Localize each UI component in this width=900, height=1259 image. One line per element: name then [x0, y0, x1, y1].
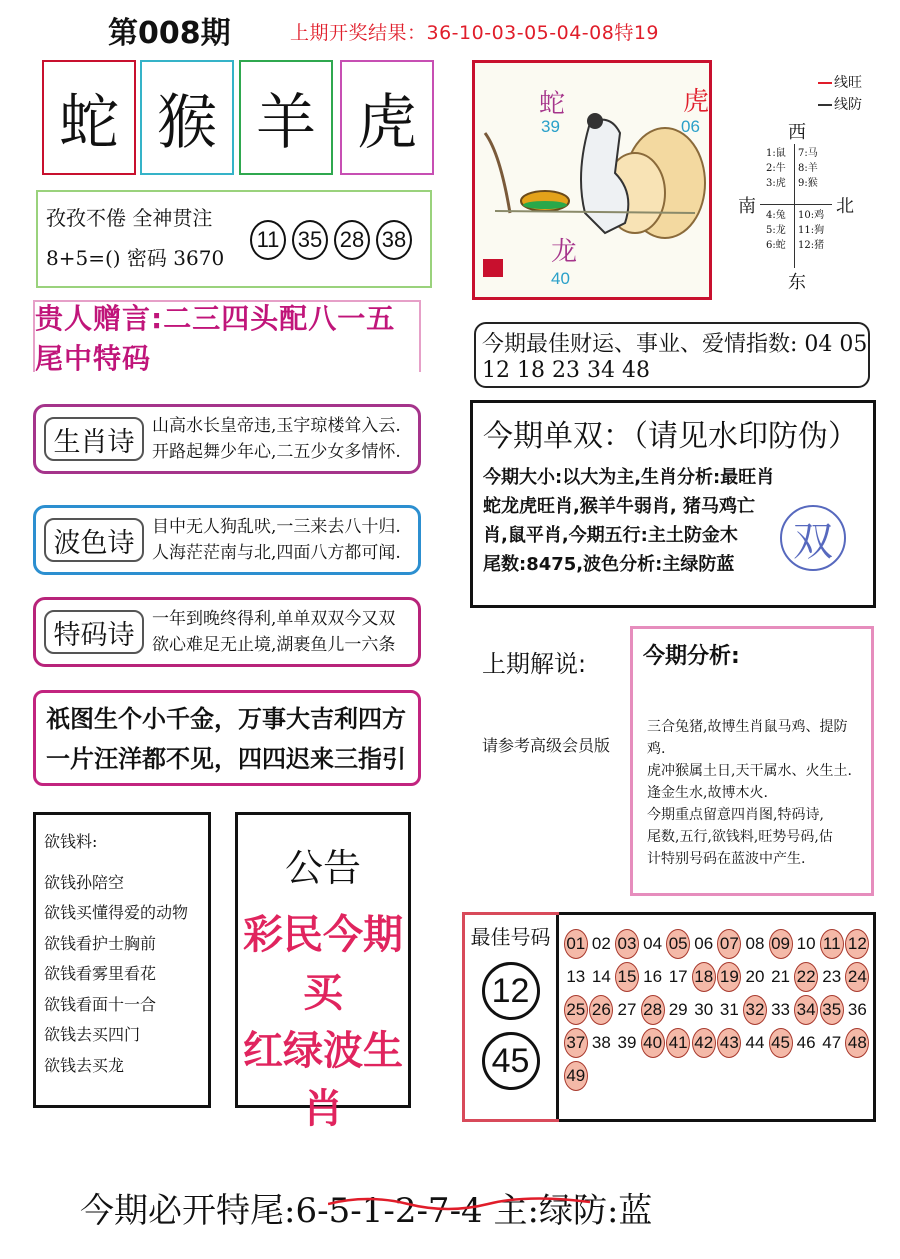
compass-north: 北 — [836, 196, 854, 217]
tiger-label: 虎 — [683, 87, 710, 117]
legend-black-line — [818, 104, 832, 106]
tagline-box — [36, 190, 432, 288]
analysis-text: 三合兔猪,故博生肖鼠马鸡、提防鸡. — [647, 719, 848, 757]
fortune-index: 今期最佳财运、事业、爱情指数: 04 05 12 18 23 34 48 — [474, 322, 870, 388]
notice-line: 红绿波生肖 — [243, 1027, 403, 1132]
number-value: 18 — [692, 962, 716, 992]
notice-title: 公告 — [284, 846, 361, 890]
line-legend — [818, 72, 862, 116]
analysis-box — [630, 626, 874, 896]
notice-line: 彩民今期买 — [243, 911, 403, 1016]
number-cell — [819, 1026, 845, 1059]
zodiac-illustration — [472, 60, 712, 300]
compass-cell: 5:龙 — [766, 225, 786, 236]
poem-line: 欲心难足无止境,湖裹鱼儿一六条 — [152, 635, 396, 655]
best-numbers-box — [462, 912, 876, 1122]
single-double-title: 今期单双：（请见水印防伪） — [483, 419, 858, 454]
number-value: 15 — [615, 962, 639, 992]
tagline-line2: 8+5=() 密码 3670 — [46, 246, 225, 270]
number-value: 41 — [666, 1028, 690, 1058]
number-cell — [845, 960, 871, 993]
poem-line: 开路起舞少年心,二五少女多情怀. — [152, 442, 401, 462]
zodiac-box-2: 猴 — [140, 60, 234, 175]
money-item: 欲钱去买龙 — [44, 1055, 125, 1075]
compass-cell: 7:马 — [798, 148, 818, 159]
number-cell — [589, 960, 615, 993]
last-explain-title: 上期解说: — [482, 650, 587, 678]
number-value: 07 — [717, 929, 741, 959]
riddle-box — [33, 690, 421, 786]
number-value: 27 — [617, 999, 637, 1019]
number-cell — [819, 960, 845, 993]
poem-line: 目中无人狗乱吠,一三来去八十归. — [152, 517, 401, 537]
number-value: 12 — [845, 929, 869, 959]
number-value: 49 — [564, 1061, 588, 1091]
analysis-title: 今期分析: — [643, 644, 740, 669]
poem-label: 特码诗 — [44, 610, 144, 654]
number-cell — [640, 927, 666, 960]
number-value: 46 — [796, 1032, 816, 1052]
number-value: 11 — [820, 929, 844, 959]
compass-cell: 11:狗 — [798, 225, 825, 236]
number-cell — [742, 993, 768, 1026]
analysis-text: 今期重点留意四肖图,特码诗, — [647, 807, 824, 823]
number-cell — [768, 993, 794, 1026]
single-double-box — [470, 400, 876, 608]
number-cell — [640, 1026, 666, 1059]
number-cell — [640, 993, 666, 1026]
compass-cell: 3:虎 — [766, 178, 786, 189]
number-value: 37 — [564, 1028, 588, 1058]
snake-number: 39 — [541, 117, 560, 136]
analysis-line: 肖,鼠平肖,今期五行:主土防金木 — [483, 525, 738, 546]
number-value: 16 — [643, 966, 663, 986]
legend-red-line — [818, 82, 832, 84]
number-cell — [563, 927, 589, 960]
number-value: 05 — [666, 929, 690, 959]
best-title: 最佳号码 — [470, 925, 551, 949]
number-cell — [563, 993, 589, 1026]
best-numbers-left — [465, 915, 559, 1119]
footer-tail: 今期必开特尾:6-5-1-2-7-4 主:绿防:蓝 — [80, 1191, 653, 1231]
number-value: 14 — [591, 966, 611, 986]
number-cell — [614, 1026, 640, 1059]
number-cell — [665, 960, 691, 993]
number-cell — [691, 927, 717, 960]
number-value: 04 — [643, 933, 663, 953]
zodiac-box-4: 虎 — [340, 60, 434, 175]
number-value: 17 — [668, 966, 688, 986]
compass-cell: 8:羊 — [798, 163, 818, 174]
tag-number-1: 11 — [250, 220, 286, 260]
number-cell — [742, 1026, 768, 1059]
number-cell — [691, 993, 717, 1026]
tag-number-2: 35 — [292, 220, 328, 260]
poem-line: 人海茫茫南与北,四面八方都可闻. — [152, 543, 401, 563]
number-cell — [742, 927, 768, 960]
money-box — [33, 812, 211, 1108]
compass-cell: 2:牛 — [766, 163, 786, 174]
money-item: 欲钱孙陪空 — [44, 872, 125, 892]
number-value: 02 — [591, 933, 611, 953]
compass-cell: 1:鼠 — [766, 148, 786, 159]
number-value: 36 — [847, 999, 867, 1019]
number-value: 28 — [641, 995, 665, 1025]
legend-strong: 线旺 — [834, 75, 862, 91]
money-item: 欲钱看雾里看花 — [44, 964, 157, 983]
number-cell — [793, 927, 819, 960]
notice-box — [235, 812, 411, 1132]
number-value: 23 — [822, 966, 842, 986]
number-cell — [768, 960, 794, 993]
tag-number-3: 28 — [334, 220, 370, 260]
money-item: 欲钱看面十一合 — [44, 994, 157, 1014]
number-cell — [640, 960, 666, 993]
poem-bose — [33, 505, 421, 575]
analysis-text: 计特别号码在蓝波中产生. — [647, 851, 806, 867]
compass-south: 南 — [738, 196, 756, 217]
compass-vertical-line — [794, 144, 795, 268]
number-cell — [614, 960, 640, 993]
zodiac-box-3: 羊 — [239, 60, 333, 175]
number-cell — [691, 1026, 717, 1059]
number-value: 08 — [745, 933, 765, 953]
number-cell — [845, 993, 871, 1026]
number-value: 25 — [564, 995, 588, 1025]
compass-cell: 10:鸡 — [798, 210, 825, 221]
number-value: 44 — [745, 1032, 765, 1052]
number-value: 32 — [743, 995, 767, 1025]
number-value: 09 — [769, 929, 793, 959]
scholar-turtle-illustration — [475, 63, 709, 297]
analysis-line: 今期大小:以大为主,生肖分析:最旺肖 — [483, 467, 775, 488]
watermark-stamp: 双 — [780, 505, 846, 571]
poem-label: 波色诗 — [44, 518, 144, 562]
vip-banner: 贵人赠言:二三四头配八一五尾中特码 — [33, 300, 421, 372]
last-explain-note: 请参考高级会员版 — [482, 736, 611, 755]
poem-tema — [33, 597, 421, 667]
tiger-number: 06 — [681, 117, 700, 136]
number-cell — [563, 1059, 589, 1092]
number-cell — [742, 960, 768, 993]
number-value: 24 — [845, 962, 869, 992]
number-value: 01 — [564, 929, 588, 959]
number-cell — [614, 993, 640, 1026]
number-cell — [793, 1026, 819, 1059]
riddle-line: 一片汪洋都不见，四四迟来三指引 — [46, 745, 406, 773]
number-value: 22 — [794, 962, 818, 992]
analysis-text: 虎冲猴属土日,天干属水、火生土. — [647, 763, 852, 779]
analysis-text: 逢金生水,故博木火. — [647, 785, 768, 801]
compass-diagram — [738, 118, 858, 293]
number-value: 10 — [796, 933, 816, 953]
number-value: 13 — [566, 966, 586, 986]
number-value: 19 — [717, 962, 741, 992]
analysis-line: 蛇龙虎旺肖,猴羊牛弱肖, 猪马鸡亡 — [483, 496, 755, 517]
number-cell — [665, 1026, 691, 1059]
number-value: 42 — [692, 1028, 716, 1058]
compass-cell: 4:兔 — [766, 210, 786, 221]
number-value: 31 — [719, 999, 739, 1019]
number-value: 39 — [617, 1032, 637, 1052]
number-value: 21 — [771, 966, 790, 986]
tagline-line1: 孜孜不倦 全神贯注 — [46, 206, 213, 230]
number-value: 06 — [694, 933, 714, 953]
number-value: 33 — [771, 999, 790, 1019]
number-cell — [717, 1026, 743, 1059]
number-cell — [665, 927, 691, 960]
number-value: 47 — [822, 1032, 842, 1052]
number-value: 48 — [845, 1028, 869, 1058]
number-cell — [589, 927, 615, 960]
poem-label: 生肖诗 — [44, 417, 144, 461]
number-value: 45 — [769, 1028, 793, 1058]
number-value: 38 — [591, 1032, 611, 1052]
number-cell — [563, 1026, 589, 1059]
number-cell — [717, 993, 743, 1026]
snake-label: 蛇 — [539, 89, 566, 119]
money-item: 欲钱去买四门 — [44, 1025, 141, 1044]
number-cell — [819, 927, 845, 960]
number-cell — [614, 927, 640, 960]
last-result: 上期开奖结果：36-10-03-05-04-08特19 — [290, 22, 660, 44]
number-cell — [691, 960, 717, 993]
footer-strike-line — [328, 1192, 590, 1214]
money-item: 欲钱看护士胸前 — [44, 933, 157, 953]
number-value: 35 — [820, 995, 844, 1025]
best-number-2: 45 — [482, 1032, 540, 1090]
number-value: 20 — [745, 966, 765, 986]
riddle-line: 祇图生个小千金，万事大吉利四方 — [46, 705, 406, 733]
dragon-number: 40 — [551, 269, 570, 288]
number-cell — [563, 960, 589, 993]
poem-shengxiao — [33, 404, 421, 474]
number-cell — [768, 927, 794, 960]
poem-line: 一年到晚终得利,单单双双今又双 — [152, 609, 396, 629]
number-grid — [563, 927, 873, 1092]
analysis-text: 尾数,五行,欲钱料,旺势号码,估 — [647, 829, 833, 845]
compass-east: 东 — [788, 272, 806, 293]
poem-line: 山高水长皇帝违,玉宇琼楼耸入云. — [152, 416, 401, 436]
zodiac-box-1: 蛇 — [42, 60, 136, 175]
money-title: 欲钱料: — [44, 832, 98, 851]
issue-number: 第008期 — [108, 16, 231, 51]
number-cell — [717, 960, 743, 993]
number-cell — [845, 927, 871, 960]
compass-cell: 9:猴 — [798, 178, 818, 189]
number-value: 34 — [794, 995, 818, 1025]
number-value: 30 — [694, 999, 714, 1019]
number-cell — [793, 960, 819, 993]
compass-west: 西 — [788, 122, 806, 143]
number-cell — [845, 1026, 871, 1059]
number-value: 03 — [615, 929, 639, 959]
compass-horizontal-line — [760, 204, 832, 205]
number-cell — [717, 927, 743, 960]
dragon-label: 龙 — [551, 237, 578, 267]
number-value: 29 — [668, 999, 688, 1019]
tag-number-4: 38 — [376, 220, 412, 260]
number-cell — [768, 1026, 794, 1059]
analysis-line: 尾数:8475,波色分析:主绿防蓝 — [483, 554, 735, 575]
number-cell — [589, 993, 615, 1026]
number-cell — [793, 993, 819, 1026]
best-number-1: 12 — [482, 962, 540, 1020]
number-value: 43 — [717, 1028, 741, 1058]
number-value: 40 — [641, 1028, 665, 1058]
legend-guard: 线防 — [834, 97, 862, 113]
number-cell — [665, 993, 691, 1026]
compass-cell: 6:蛇 — [766, 240, 786, 251]
money-item: 欲钱买懂得爱的动物 — [44, 903, 189, 922]
number-cell — [819, 993, 845, 1026]
number-value: 26 — [589, 995, 613, 1025]
number-cell — [589, 1026, 615, 1059]
compass-cell: 12:猪 — [798, 240, 825, 251]
